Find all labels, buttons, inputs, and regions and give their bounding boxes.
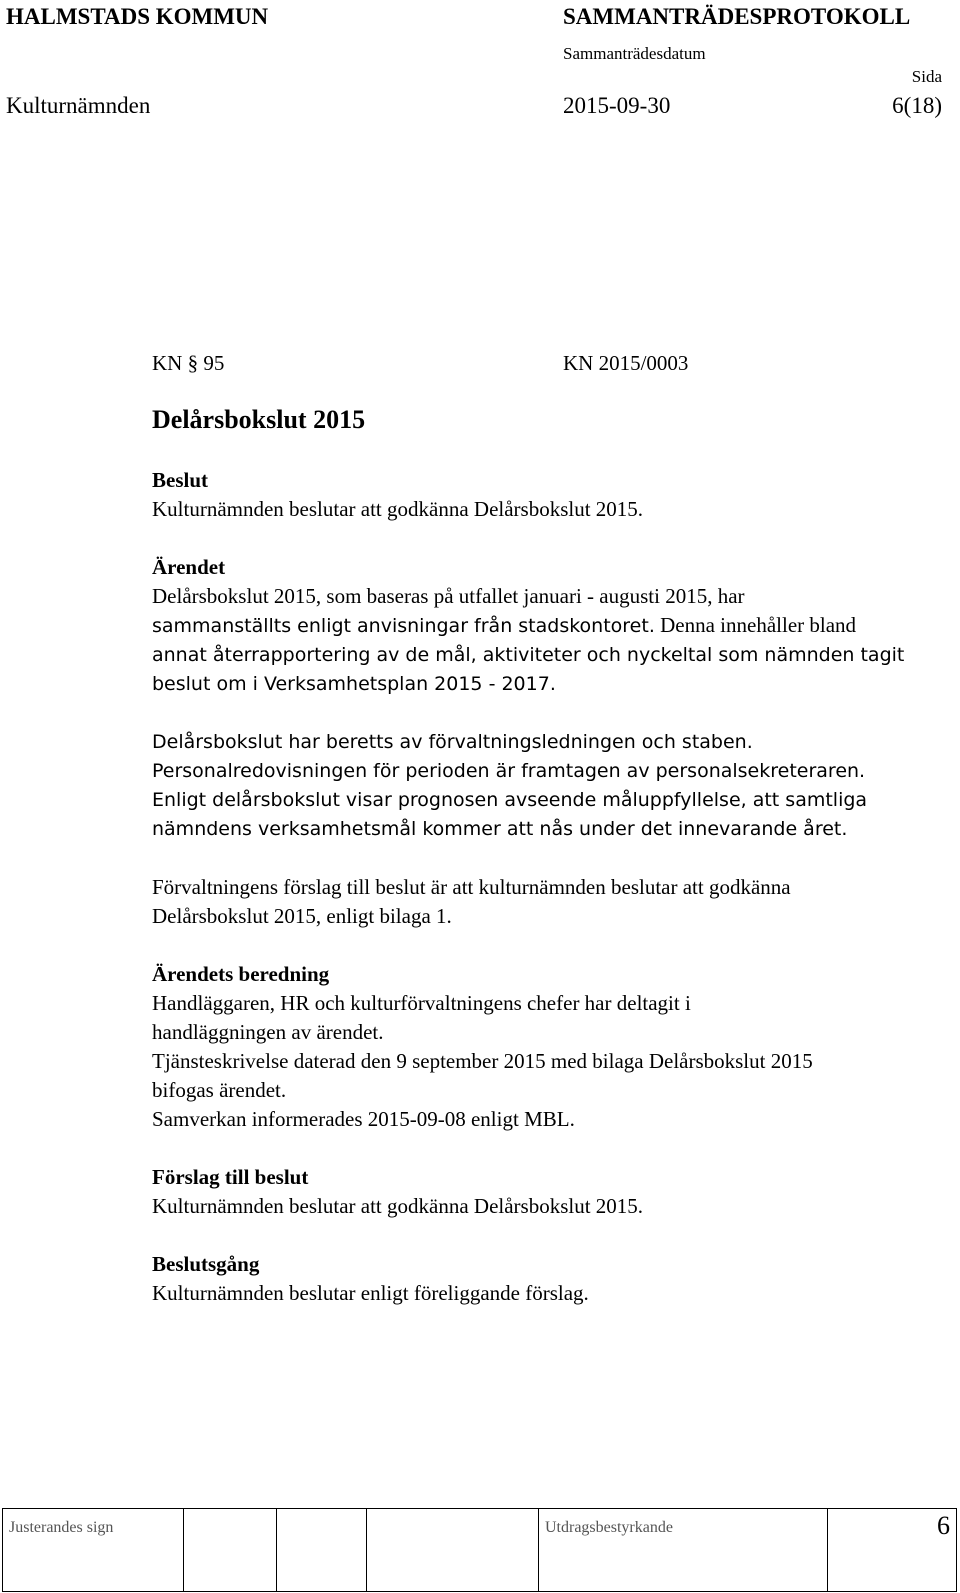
- forslag-text: Kulturnämnden beslutar att godkänna Delårsbokslut 2015.: [152, 1194, 644, 1218]
- sign-box: [367, 1509, 539, 1592]
- para2-line: Personalredovisningen för perioden är framtagen av personalsekreteraren.: [152, 760, 866, 782]
- beredning-line: bifogas ärendet.: [152, 1078, 287, 1102]
- para2-line: nämndens verksamhetsmål kommer att nås under det innevarande året.: [152, 818, 848, 840]
- arendet-line: Delårsbokslut 2015, som baseras på utfallet januari - augusti 2015, har: [152, 584, 745, 608]
- arendet-line-2a: sammanställts enligt anvisningar från stadskontoret.: [152, 615, 655, 637]
- utdragsbestyrkande-label: Utdragsbestyrkande: [539, 1509, 828, 1592]
- beredning-heading: Ärendets beredning: [152, 962, 330, 986]
- para2-line: Delårsbokslut har beretts av förvaltningsledningen och staben.: [152, 731, 753, 753]
- beslut-text: Kulturnämnden beslutar att godkänna Delårsbokslut 2015.: [152, 497, 644, 521]
- municipality-name: HALMSTADS KOMMUN: [6, 4, 269, 29]
- sign-box: [277, 1509, 367, 1592]
- beslut-heading: Beslut: [152, 468, 209, 492]
- footer-page-number: 6: [828, 1509, 957, 1592]
- sign-box: [184, 1509, 277, 1592]
- arendet-line: annat återrapportering av de mål, aktiviteter och nyckeltal som nämnden tagit: [152, 644, 905, 666]
- para3-line: Delårsbokslut 2015, enligt bilaga 1.: [152, 904, 452, 928]
- beslutsgang-text: Kulturnämnden beslutar enligt föreliggande förslag.: [152, 1281, 589, 1305]
- arendet-line: beslut om i Verksamhetsplan 2015 - 2017.: [152, 673, 556, 695]
- document-body: [152, 466, 942, 1308]
- signature-footer: [2, 1508, 957, 1592]
- arendet-heading: Ärendet: [152, 555, 226, 579]
- document-type: SAMMANTRÄDESPROTOKOLL: [563, 4, 911, 29]
- case-number: KN § 95: [152, 351, 225, 375]
- beslutsgang-heading: Beslutsgång: [152, 1252, 260, 1276]
- case-title: Delårsbokslut 2015: [152, 405, 366, 434]
- arendet-line-2b: Denna innehåller bland: [660, 613, 857, 637]
- para3-line: Förvaltningens förslag till beslut är att kulturnämnden beslutar att godkänna: [152, 875, 791, 899]
- justerandes-sign-label: Justerandes sign: [3, 1509, 184, 1592]
- forslag-heading: Förslag till beslut: [152, 1165, 309, 1189]
- para2-line: Enligt delårsbokslut visar prognosen avseende måluppfyllelse, att samtliga: [152, 789, 868, 811]
- committee-name: Kulturnämnden: [6, 93, 151, 118]
- meeting-date-label: Sammanträdesdatum: [563, 44, 706, 63]
- beredning-line: Handläggaren, HR och kulturförvaltningens chefer har deltagit i: [152, 991, 691, 1015]
- arendet-line-2: [152, 611, 942, 641]
- diary-number: KN 2015/0003: [563, 351, 689, 375]
- beredning-line: Tjänsteskrivelse daterad den 9 september 2015 med bilaga Delårsbokslut 2015: [152, 1049, 813, 1073]
- beredning-line: Samverkan informerades 2015-09-08 enligt MBL.: [152, 1107, 575, 1131]
- page-label: Sida: [911, 67, 942, 86]
- meeting-date: 2015-09-30: [563, 93, 671, 118]
- beredning-line: handläggningen av ärendet.: [152, 1020, 384, 1044]
- page-number: 6(18): [892, 93, 942, 118]
